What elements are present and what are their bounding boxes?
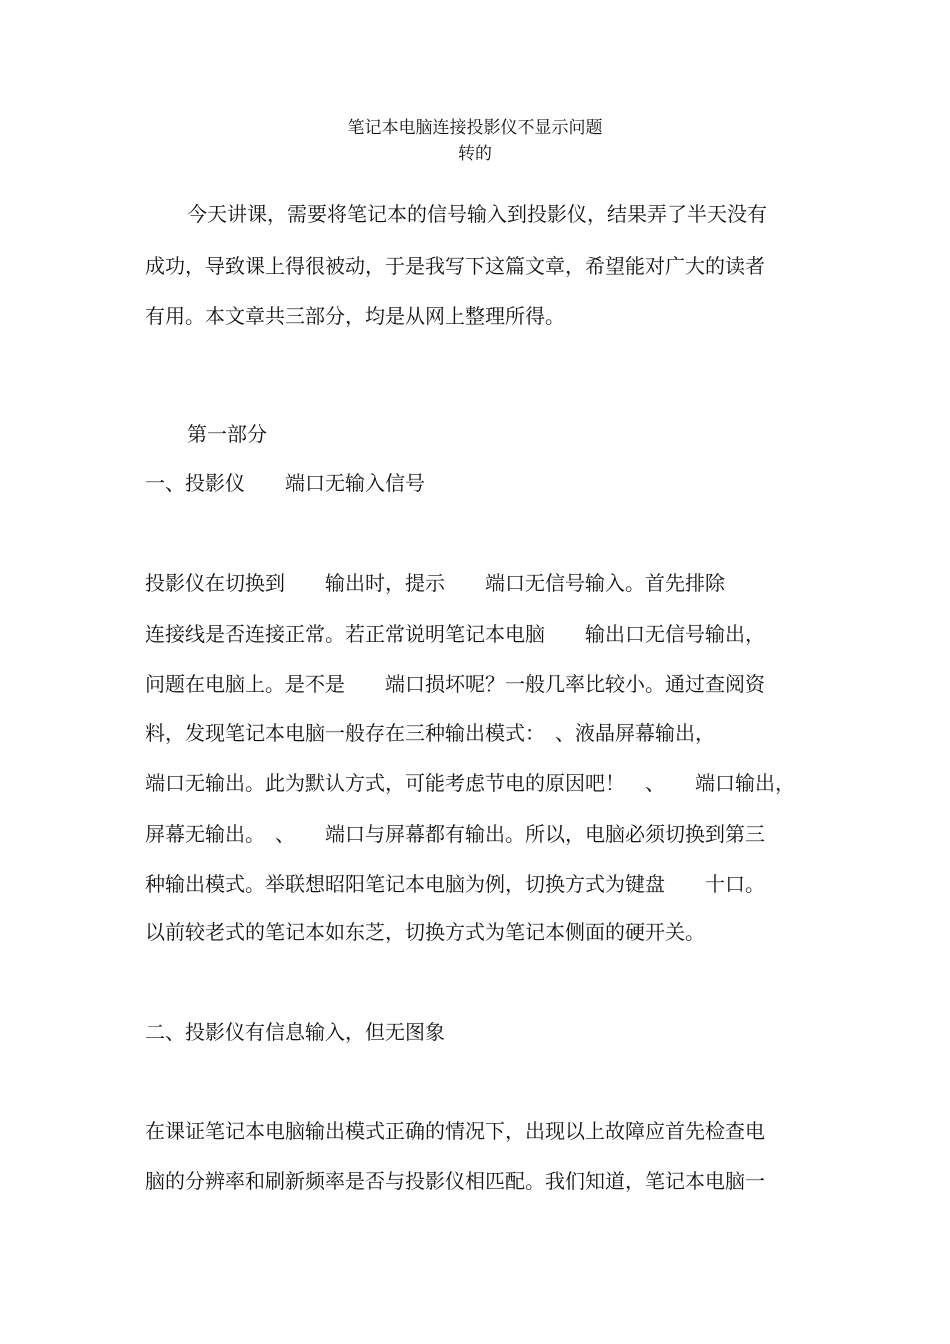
document-title: 笔记本电脑连接投影仪不显示问题 <box>347 118 603 138</box>
body-line: 屏幕无输出。 、 端口与屏幕都有输出。所以，电脑必须切换到第三 <box>145 822 765 846</box>
body-line: 连接线是否连接正常。若正常说明笔记本电脑 输出口无信号输出， <box>145 622 765 646</box>
intro-line: 有用。本文章共三部分，均是从网上整理所得。 <box>145 304 565 328</box>
body-line: 在课证笔记本电脑输出模式正确的情况下，出现以上故障应首先检查电 <box>145 1119 765 1143</box>
body-line: 料，发现笔记本电脑一般存在三种输出模式： 、液晶屏幕输出， <box>145 721 715 745</box>
body-line: 端口无输出。此为默认方式，可能考虑节电的原因吧！ 、 端口输出， <box>145 771 795 795</box>
section-heading: 一、投影仪 端口无输入信号 <box>145 471 425 495</box>
section-heading: 二、投影仪有信息输入，但无图象 <box>145 1020 445 1044</box>
body-line: 种输出模式。举联想昭阳笔记本电脑为例，切换方式为键盘 十口。 <box>145 872 765 896</box>
body-line: 问题在电脑上。是不是 端口损坏呢？一般几率比较小。通过查阅资 <box>145 672 765 696</box>
body-line: 投影仪在切换到 输出时，提示 端口无信号输入。首先排除 <box>145 571 725 595</box>
document-subtitle: 转的 <box>458 144 492 164</box>
intro-line: 成功，导致课上得很被动，于是我写下这篇文章，希望能对广大的读者 <box>145 254 765 278</box>
intro-line: 今天讲课，需要将笔记本的信号输入到投影仪，结果弄了半天没有 <box>187 202 767 226</box>
part-heading: 第一部分 <box>187 422 267 446</box>
body-line: 以前较老式的笔记本如东芝，切换方式为笔记本侧面的硬开关。 <box>145 920 705 944</box>
body-line: 脑的分辨率和刷新频率是否与投影仪相匹配。我们知道，笔记本电脑一 <box>145 1169 765 1193</box>
